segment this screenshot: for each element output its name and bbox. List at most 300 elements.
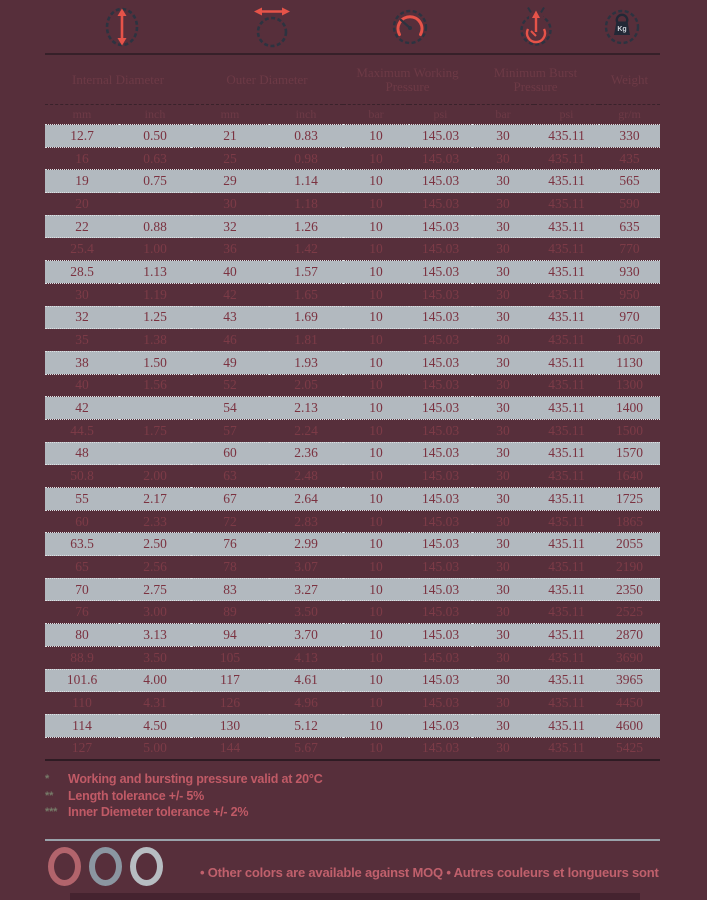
table-cell: 4.96 — [294, 695, 318, 711]
unit-header: mm — [220, 107, 240, 121]
table-cell: 1.18 — [294, 195, 318, 211]
table-cell: 16 — [75, 150, 89, 166]
table-cell: 435.11 — [534, 351, 599, 374]
table-row — [45, 488, 660, 511]
table-cell: 30 — [472, 714, 534, 737]
column-group-header: Weight — [599, 54, 660, 105]
table-cell — [119, 442, 191, 465]
table-cell: 12.7 — [45, 125, 119, 148]
table-cell: 3.50 — [143, 649, 167, 665]
table-cell: 1.14 — [269, 170, 343, 193]
table-cell: 1050 — [616, 332, 644, 348]
table-cell: 145.03 — [409, 442, 472, 465]
table-cell: 10 — [343, 669, 409, 692]
table-cell: 145.03 — [409, 578, 472, 601]
table-cell: 950 — [619, 286, 640, 302]
table-cell: 435.11 — [548, 649, 585, 665]
table-cell: 30 — [472, 533, 534, 556]
table-cell: 1640 — [616, 468, 644, 484]
table-cell: 970 — [599, 306, 660, 329]
table-cell: 1.19 — [143, 286, 167, 302]
table-row — [45, 351, 660, 374]
table-cell: 30 — [472, 351, 534, 374]
table-cell: 3690 — [616, 649, 644, 665]
table-cell: 2.13 — [269, 397, 343, 420]
table-cell: 145.03 — [409, 533, 472, 556]
max-working-pressure-icon — [388, 5, 432, 49]
table-cell: 435.11 — [534, 125, 599, 148]
table-cell: 0.75 — [119, 170, 191, 193]
table-cell: 1400 — [599, 397, 660, 420]
table-cell: 105 — [219, 649, 241, 665]
table-cell: 1500 — [616, 422, 644, 438]
footnote-marker: ** — [45, 789, 54, 802]
table-cell: 80 — [45, 624, 119, 647]
table-cell: 94 — [191, 624, 269, 647]
table-cell: 57 — [223, 422, 237, 438]
table-row — [45, 601, 660, 624]
table-cell: 435.11 — [534, 533, 599, 556]
table-cell: 435.11 — [534, 624, 599, 647]
table-cell: 5.00 — [143, 740, 167, 756]
table-cell: 435.11 — [548, 513, 585, 529]
table-cell: 435.11 — [548, 241, 585, 257]
table-row — [45, 397, 660, 420]
table-cell: 49 — [191, 351, 269, 374]
table-cell: 83 — [191, 578, 269, 601]
table-cell: 2.64 — [269, 488, 343, 511]
table-cell: 435.11 — [548, 195, 585, 211]
footnote-row — [45, 788, 323, 805]
table-cell: 30 — [75, 286, 89, 302]
table-cell: 3.00 — [143, 604, 167, 620]
table-cell: 3.27 — [269, 578, 343, 601]
table-cell: 30 — [496, 513, 510, 529]
table-cell: 435.11 — [548, 150, 585, 166]
column-group-header: Internal Diameter — [45, 54, 191, 105]
table-cell: 1.13 — [119, 261, 191, 284]
table-cell: 1.25 — [119, 306, 191, 329]
table-cell: 10 — [369, 604, 383, 620]
table-cell: 46 — [223, 332, 237, 348]
table-cell: 435.11 — [548, 604, 585, 620]
table-cell: 145.03 — [409, 125, 472, 148]
table-cell — [119, 193, 191, 216]
table-cell: 435.11 — [548, 286, 585, 302]
table-cell: 40 — [75, 377, 89, 393]
table-row — [45, 465, 660, 488]
table-cell: 10 — [369, 695, 383, 711]
table-row — [45, 147, 660, 170]
table-cell: 20 — [75, 195, 89, 211]
table-cell: 30 — [496, 377, 510, 393]
outer-diameter-icon — [250, 5, 294, 49]
ring-light-gray-icon — [130, 847, 163, 886]
table-cell: 145.03 — [421, 558, 460, 574]
footer-divider — [45, 839, 660, 841]
table-cell: 63 — [223, 468, 237, 484]
table-cell: 145.03 — [409, 261, 472, 284]
table-cell: 32 — [191, 215, 269, 238]
table-cell: 435.11 — [534, 714, 599, 737]
table-cell: 76 — [75, 604, 89, 620]
table-cell: 10 — [343, 442, 409, 465]
ring-blue-gray-icon — [89, 847, 122, 886]
units-row — [45, 105, 660, 125]
table-cell: 145.03 — [409, 170, 472, 193]
table-cell: 78 — [223, 558, 237, 574]
table-cell: 1865 — [616, 513, 644, 529]
table-cell: 1.38 — [143, 332, 167, 348]
table-cell: 30 — [496, 649, 510, 665]
ring-red-icon — [48, 847, 81, 886]
table-cell: 4600 — [599, 714, 660, 737]
table-cell: 30 — [472, 488, 534, 511]
table-cell: 126 — [219, 695, 241, 711]
table-cell: 38 — [45, 351, 119, 374]
footnotes — [45, 771, 323, 821]
table-row — [45, 374, 660, 397]
table-row — [45, 646, 660, 669]
table-cell: 2.00 — [143, 468, 167, 484]
table-cell: 4.13 — [294, 649, 318, 665]
table-cell: 0.88 — [119, 215, 191, 238]
table-row — [45, 533, 660, 556]
table-cell: 30 — [496, 195, 510, 211]
table-row — [45, 714, 660, 737]
footer-note: • Other colors are available against MOQ • Autres couleurs et longueurs sont — [200, 865, 659, 880]
table-cell: 29 — [191, 170, 269, 193]
table-cell: 145.03 — [421, 377, 460, 393]
table-cell: 2870 — [599, 624, 660, 647]
table-cell: 48 — [45, 442, 119, 465]
unit-header: mm — [72, 107, 92, 121]
table-cell: 10 — [343, 578, 409, 601]
table-cell: 10 — [369, 377, 383, 393]
footnote-row — [45, 771, 323, 788]
table-cell: 435.11 — [534, 488, 599, 511]
table-cell: 145.03 — [421, 195, 460, 211]
table-cell: 42 — [223, 286, 237, 302]
table-cell: 54 — [191, 397, 269, 420]
table-cell: 30 — [223, 195, 237, 211]
column-group-header: Minimum Burst Pressure — [472, 54, 599, 105]
table-row — [45, 419, 660, 442]
table-cell: 145.03 — [409, 306, 472, 329]
table-cell: 145.03 — [421, 468, 460, 484]
table-cell: 25.4 — [70, 241, 94, 257]
table-cell: 30 — [472, 624, 534, 647]
table-cell: 10 — [343, 624, 409, 647]
unit-header: inch — [144, 107, 166, 121]
table-cell: 1300 — [616, 377, 644, 393]
table-cell: 2.75 — [119, 578, 191, 601]
table-cell: 10 — [369, 150, 383, 166]
table-cell: 435.11 — [534, 578, 599, 601]
table-cell: 28.5 — [45, 261, 119, 284]
table-cell: 1.26 — [269, 215, 343, 238]
table-cell: 145.03 — [421, 695, 460, 711]
table-cell: 565 — [599, 170, 660, 193]
table-cell: 2.17 — [119, 488, 191, 511]
table-cell: 10 — [343, 714, 409, 737]
weight-icon — [600, 5, 644, 49]
table-cell: 3.70 — [269, 624, 343, 647]
table-row — [45, 125, 660, 148]
table-cell: 4.31 — [143, 695, 167, 711]
table-cell: 435.11 — [548, 468, 585, 484]
table-cell: 1.00 — [143, 241, 167, 257]
table-cell: 435.11 — [534, 397, 599, 420]
table-cell: 10 — [369, 513, 383, 529]
table-cell: 145.03 — [421, 150, 460, 166]
table-cell: 127 — [71, 740, 93, 756]
table-cell: 330 — [599, 125, 660, 148]
table-cell: 76 — [191, 533, 269, 556]
table-cell: 1.75 — [143, 422, 167, 438]
table-row — [45, 283, 660, 306]
table-cell: 30 — [496, 150, 510, 166]
min-burst-pressure-icon — [514, 5, 558, 49]
table-cell: 55 — [45, 488, 119, 511]
footnote-row — [45, 804, 323, 821]
table-cell: 435.11 — [548, 695, 585, 711]
table-cell: 30 — [472, 125, 534, 148]
table-cell: 30 — [472, 669, 534, 692]
table-cell: 30 — [496, 422, 510, 438]
svg-text:Kg: Kg — [617, 26, 627, 33]
table-cell: 5.12 — [269, 714, 343, 737]
table-cell: 2.83 — [294, 513, 318, 529]
unit-header: inch — [295, 107, 317, 121]
table-cell: 60 — [191, 442, 269, 465]
table-cell: 30 — [496, 241, 510, 257]
internal-diameter-icon — [100, 5, 144, 49]
footnote-text: Length tolerance +/- 5% — [68, 788, 205, 803]
table-cell: 10 — [343, 215, 409, 238]
table-cell — [119, 397, 191, 420]
table-cell: 1725 — [599, 488, 660, 511]
unit-header: bar — [368, 107, 384, 121]
table-cell: 35 — [75, 332, 89, 348]
table-cell: 25 — [223, 150, 237, 166]
table-cell: 145.03 — [421, 604, 460, 620]
table-cell: 10 — [343, 351, 409, 374]
table-cell: 10 — [369, 468, 383, 484]
table-cell: 10 — [343, 306, 409, 329]
table-cell: 30 — [496, 695, 510, 711]
table-cell: 2.24 — [294, 422, 318, 438]
table-cell: 30 — [472, 397, 534, 420]
table-row — [45, 261, 660, 284]
table-cell: 19 — [45, 170, 119, 193]
table-cell: 10 — [369, 558, 383, 574]
table-cell: 435.11 — [534, 215, 599, 238]
table-cell: 770 — [619, 241, 640, 257]
table-cell: 88.9 — [70, 649, 94, 665]
group-header-row — [45, 54, 660, 105]
table-cell: 2.48 — [294, 468, 318, 484]
table-cell: 435 — [619, 150, 640, 166]
table-cell: 10 — [343, 261, 409, 284]
table-cell: 0.50 — [119, 125, 191, 148]
table-cell: 2055 — [599, 533, 660, 556]
table-cell: 52 — [223, 377, 237, 393]
table-row — [45, 329, 660, 352]
column-group-header: Maximum Working Pressure — [343, 54, 472, 105]
table-cell: 70 — [45, 578, 119, 601]
table-cell: 30 — [496, 604, 510, 620]
table-cell: 2.05 — [294, 377, 318, 393]
unit-header: gr/m — [618, 107, 641, 121]
table-cell: 2.36 — [269, 442, 343, 465]
table-row — [45, 306, 660, 329]
table-row — [45, 170, 660, 193]
table-cell: 30 — [472, 578, 534, 601]
table-cell: 30 — [496, 332, 510, 348]
table-row — [45, 193, 660, 216]
spec-table-body — [45, 125, 660, 761]
table-cell: 435.11 — [534, 261, 599, 284]
table-cell: 30 — [496, 558, 510, 574]
table-cell: 635 — [599, 215, 660, 238]
table-cell: 145.03 — [421, 740, 460, 756]
table-cell: 10 — [343, 125, 409, 148]
table-cell: 10 — [369, 241, 383, 257]
table-cell: 435.11 — [534, 170, 599, 193]
table-cell: 145.03 — [421, 241, 460, 257]
table-cell: 63.5 — [45, 533, 119, 556]
color-rings — [48, 847, 163, 886]
footnote-text: Inner Diemeter tolerance +/- 2% — [68, 805, 249, 819]
table-cell: 10 — [343, 170, 409, 193]
footnote-text: Working and bursting pressure valid at 20°C — [68, 772, 323, 786]
column-group-header: Outer Diameter — [191, 54, 343, 105]
table-cell: 435.11 — [534, 442, 599, 465]
table-cell: 2.33 — [143, 513, 167, 529]
table-cell: 145.03 — [409, 215, 472, 238]
table-cell: 30 — [496, 468, 510, 484]
table-cell: 144 — [219, 740, 241, 756]
table-cell: 43 — [191, 306, 269, 329]
table-cell: 30 — [472, 261, 534, 284]
table-cell: 67 — [191, 488, 269, 511]
table-cell: 435.11 — [548, 332, 585, 348]
table-cell: 2350 — [599, 578, 660, 601]
table-row — [45, 510, 660, 533]
table-cell: 145.03 — [409, 351, 472, 374]
table-row — [45, 692, 660, 715]
table-cell: 4.50 — [119, 714, 191, 737]
table-cell: 5.67 — [294, 740, 318, 756]
table-row — [45, 442, 660, 465]
table-cell: 1.57 — [269, 261, 343, 284]
table-cell: 590 — [619, 195, 640, 211]
table-cell: 0.83 — [269, 125, 343, 148]
table-row — [45, 669, 660, 692]
table-cell: 0.63 — [143, 150, 167, 166]
table-cell: 5425 — [616, 740, 644, 756]
table-cell: 145.03 — [421, 332, 460, 348]
table-cell: 101.6 — [45, 669, 119, 692]
table-cell: 145.03 — [409, 669, 472, 692]
table-cell: 30 — [472, 442, 534, 465]
table-cell: 10 — [369, 649, 383, 665]
table-cell: 36 — [223, 241, 237, 257]
table-cell: 930 — [599, 261, 660, 284]
table-cell: 435.11 — [548, 740, 585, 756]
table-cell: 30 — [472, 215, 534, 238]
table-cell: 3.13 — [119, 624, 191, 647]
table-cell: 2.50 — [119, 533, 191, 556]
table-cell: 2525 — [616, 604, 644, 620]
table-cell: 42 — [45, 397, 119, 420]
table-cell: 145.03 — [409, 624, 472, 647]
footnote-marker: *** — [45, 806, 58, 818]
table-cell: 1.81 — [294, 332, 318, 348]
table-cell: 1.50 — [119, 351, 191, 374]
table-cell: 10 — [369, 422, 383, 438]
table-cell: 435.11 — [548, 377, 585, 393]
table-cell: 145.03 — [421, 513, 460, 529]
table-cell: 40 — [191, 261, 269, 284]
table-cell: 4450 — [616, 695, 644, 711]
table-row — [45, 556, 660, 579]
table-cell: 1.42 — [294, 241, 318, 257]
table-cell: 10 — [369, 195, 383, 211]
table-cell: 1.56 — [143, 377, 167, 393]
table-cell: 10 — [369, 286, 383, 302]
table-cell: 1.69 — [269, 306, 343, 329]
table-cell: 145.03 — [421, 649, 460, 665]
table-cell: 21 — [191, 125, 269, 148]
table-cell: 145.03 — [421, 286, 460, 302]
table-cell: 145.03 — [409, 714, 472, 737]
table-cell: 10 — [343, 397, 409, 420]
table-cell: 2.99 — [269, 533, 343, 556]
bottom-bar — [70, 893, 640, 900]
table-cell: 435.11 — [534, 306, 599, 329]
table-cell: 60 — [75, 513, 89, 529]
table-cell: 10 — [343, 488, 409, 511]
table-cell: 30 — [472, 170, 534, 193]
table-row — [45, 215, 660, 238]
table-row — [45, 624, 660, 647]
unit-header: bar — [495, 107, 511, 121]
table-cell: 22 — [45, 215, 119, 238]
table-cell: 30 — [496, 286, 510, 302]
table-cell: 3.50 — [294, 604, 318, 620]
table-cell: 1130 — [599, 351, 660, 374]
table-row — [45, 238, 660, 261]
unit-header: psi — [559, 107, 574, 121]
unit-header: psi — [433, 107, 448, 121]
table-cell: 435.11 — [548, 558, 585, 574]
table-cell: 130 — [191, 714, 269, 737]
table-cell: 32 — [45, 306, 119, 329]
table-row — [45, 737, 660, 760]
table-cell: 2190 — [616, 558, 644, 574]
table-cell: 145.03 — [409, 488, 472, 511]
table-cell: 2.56 — [143, 558, 167, 574]
table-cell: 10 — [369, 740, 383, 756]
table-cell: 50.8 — [70, 468, 94, 484]
table-cell: 435.11 — [534, 669, 599, 692]
table-row — [45, 578, 660, 601]
table-cell: 72 — [223, 513, 237, 529]
table-cell: 145.03 — [421, 422, 460, 438]
table-cell: 65 — [75, 558, 89, 574]
